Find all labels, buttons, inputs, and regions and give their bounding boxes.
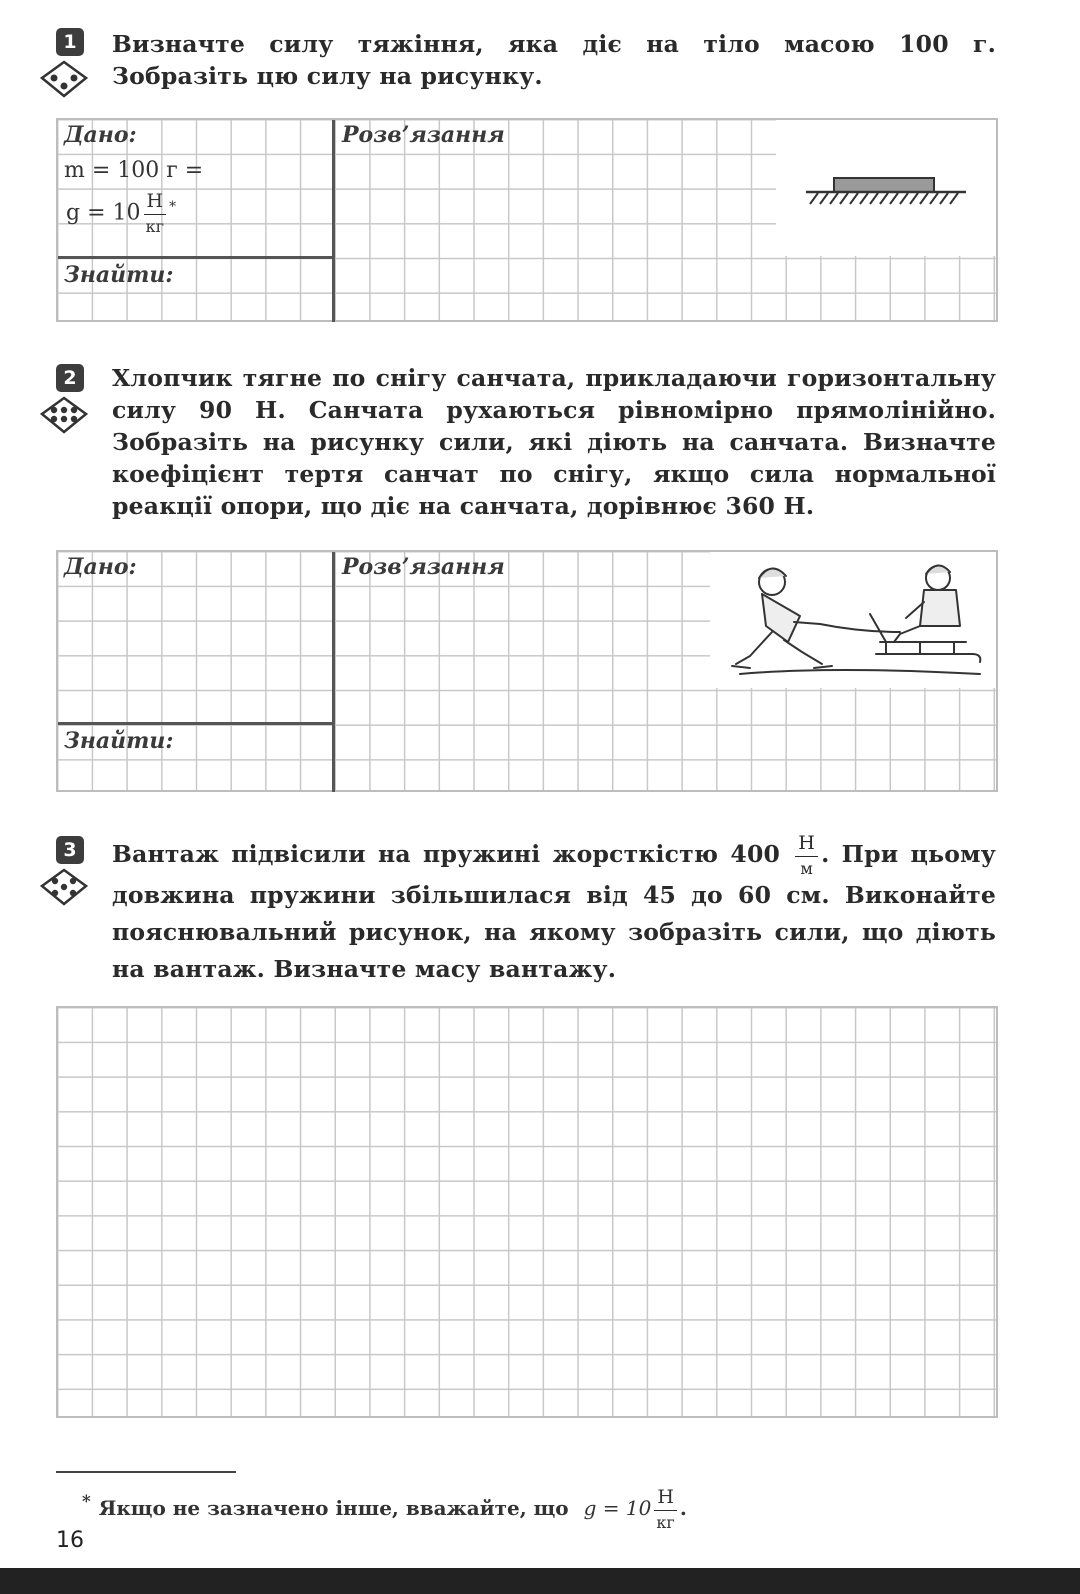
dice-icon (40, 868, 88, 908)
block-on-surface-illustration (776, 120, 996, 256)
given-label: Дано: (64, 122, 137, 148)
solution-label: Розв’язання (342, 122, 505, 148)
task-3-number: 3 (56, 836, 84, 864)
dice-icon (40, 60, 88, 100)
task-1-answer-grid[interactable] (56, 118, 998, 322)
task-2-answer-grid[interactable] (56, 550, 998, 792)
stiffness-unit-fraction: $\frac{Н}{м}$ (795, 834, 818, 877)
given-label: Дано: (64, 554, 137, 580)
dice-icon (40, 396, 88, 436)
given-mass: m = 100 г = (64, 158, 204, 183)
task-1-number: 1 (56, 28, 84, 56)
task-3-text: Вантаж підвісили на пружині жорсткістю 400 $\frac{Н}{м}$ . При цьому довжина пружини збільшилася від 45 до 60 см. Виконайте пояснювальний рисунок, на якому зобразіть сили, що діють на вантаж. Визначте масу вантажу. (112, 832, 996, 983)
footnote: * Якщо не зазначено інше, вважайте, що g = 10 $\frac{Н}{кг}$ . (82, 1486, 687, 1532)
find-label: Знайти: (64, 262, 174, 288)
page-number: 16 (56, 1528, 84, 1553)
task-2-number: 2 (56, 364, 84, 392)
solution-label: Розв’язання (342, 554, 505, 580)
task-2-text: Хлопчик тягне по снігу санчата, прикладаючи горизонтальну силу 90 Н. Санчата рухаються рівномірно прямолінійно. Зобразіть на рисунку сили, які діють на санчата. Визначте коефіцієнт тертя санчат по снігу, якщо сила нормальної реакції опори, що діє на санчата, дорівнює 360 Н. (112, 364, 996, 520)
given-g: g = 10 $\frac{Н}{кг}$ * (66, 190, 177, 236)
bottom-bar (0, 1568, 1080, 1594)
footnote-divider (56, 1471, 236, 1473)
task-1-text: Визначте силу тяжіння, яка діє на тіло масою 100 г. Зобразіть цю силу на рисунку. (112, 30, 996, 90)
task-3-answer-grid[interactable] (56, 1006, 998, 1418)
boy-pulling-sled-illustration (710, 552, 996, 688)
find-label: Знайти: (64, 728, 174, 754)
